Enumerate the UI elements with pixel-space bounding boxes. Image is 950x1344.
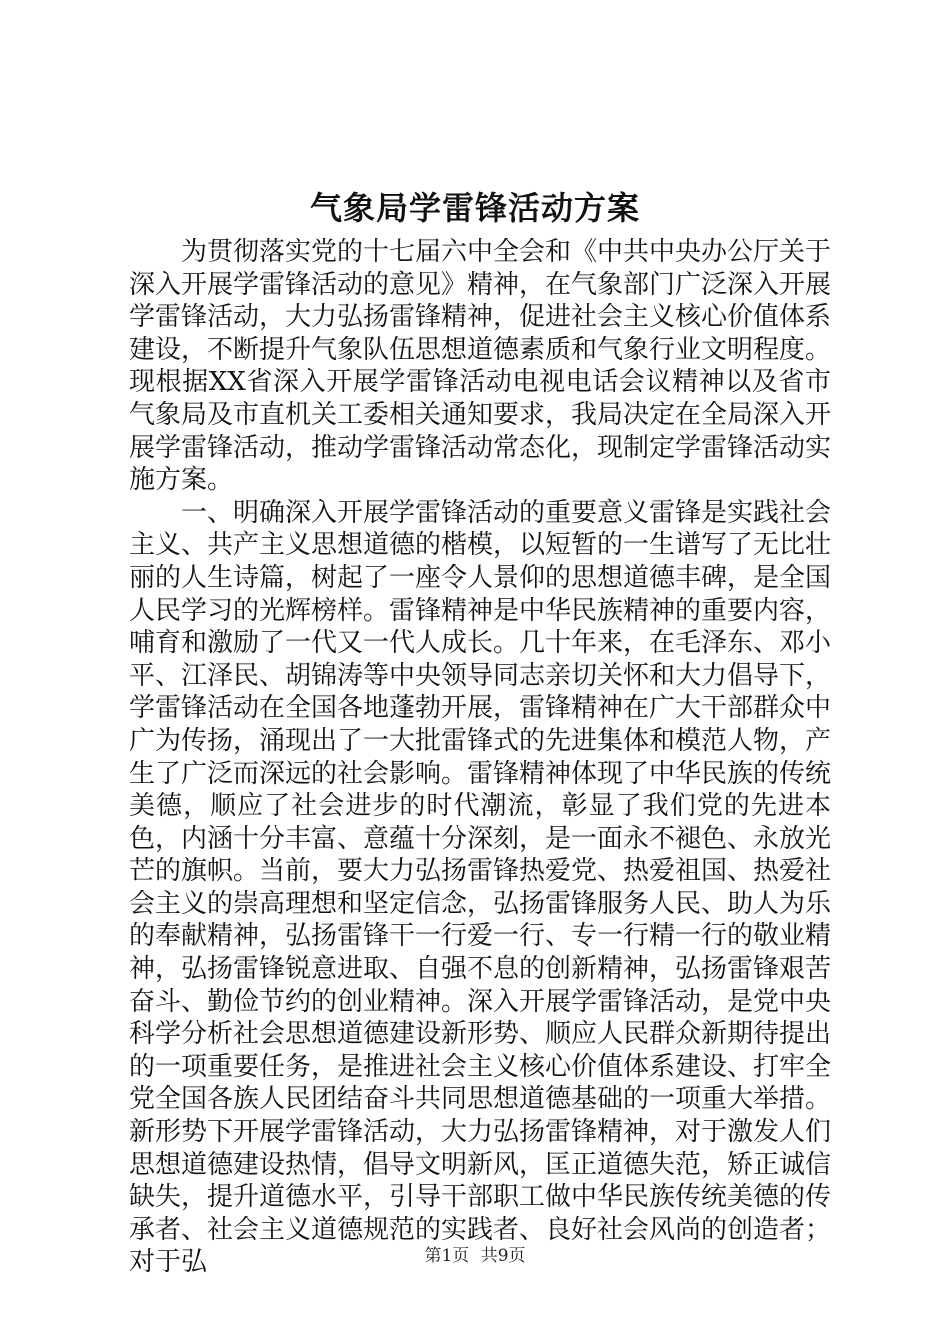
page-number-total: 共9页 (480, 1246, 526, 1266)
document-title: 气象局学雷锋活动方案 (309, 189, 640, 227)
document-body (129, 236, 831, 1279)
page-number-current: 第1页 (424, 1246, 470, 1266)
paragraph-section-1: 一、明确深入开展学雷锋活动的重要意义雷锋是实践社会主义、共产主义思想道德的楷模，以短暂的一生谱写了无比壮丽的人生诗篇，树起了一座令人景仰的思想道德丰碑，是全国人民学习的光辉榜样。雷锋精神是中华民族精神的重要内容，哺育和激励了一代又一代人成长。几十年来，在毛泽东、邓小平、江泽民、胡锦涛等中央领导同志亲切关怀和大力倡导下，学雷锋活动在全国各地蓬勃开展，雷锋精神在广大干部群众中广为传扬，涌现出了一大批雷锋式的先进集体和模范人物，产生了广泛而深远的社会影响。雷锋精神体现了中华民族的传统美德，顺应了社会进步的时代潮流，彰显了我们党的先进本色，内涵十分丰富、意蕴十分深刻，是一面永不褪色、永放光芒的旗帜。当前，要大力弘扬雷锋热爱党、热爱祖国、热爱社会主义的崇高理想和坚定信念，弘扬雷锋服务人民、助人为乐的奉献精神，弘扬雷锋干一行爱一行、专一行精一行的敬业精神，弘扬雷锋锐意进取、自强不息的创新精神，弘扬雷锋艰苦奋斗、勤俭节约的创业精神。深入开展学雷锋活动，是党中央科学分析社会思想道德建设新形势、顺应人民群众新期待提出的一项重要任务，是推进社会主义核心价值体系建设、打牢全党全国各族人民团结奋斗共同思想道德基础的一项重大举措。新形势下开展学雷锋活动，大力弘扬雷锋精神，对于激发人们思想道德建设热情，倡导文明新风，匡正道德失范，矫正诚信缺失，提升道德水平，引导干部职工做中华民族传统美德的传承者、社会主义道德规范的实践者、良好社会风尚的创造者；对于弘 (129, 497, 832, 1278)
paragraph-intro: 为贯彻落实党的十七届六中全会和《中共中央办公厅关于深入开展学雷锋活动的意见》精神，在气象部门广泛深入开展学雷锋活动，大力弘扬雷锋精神，促进社会主义核心价值体系建设，不断提升气象队伍思想道德素质和气象行业文明程度。现根据XX省深入开展学雷锋活动电视电话会议精神以及省市气象局及市直机关工委相关通知要求，我局决定在全局深入开展学雷锋活动，推动学雷锋活动常态化，现制定学雷锋活动实施方案。 (129, 237, 832, 496)
page-footer (0, 1244, 950, 1268)
